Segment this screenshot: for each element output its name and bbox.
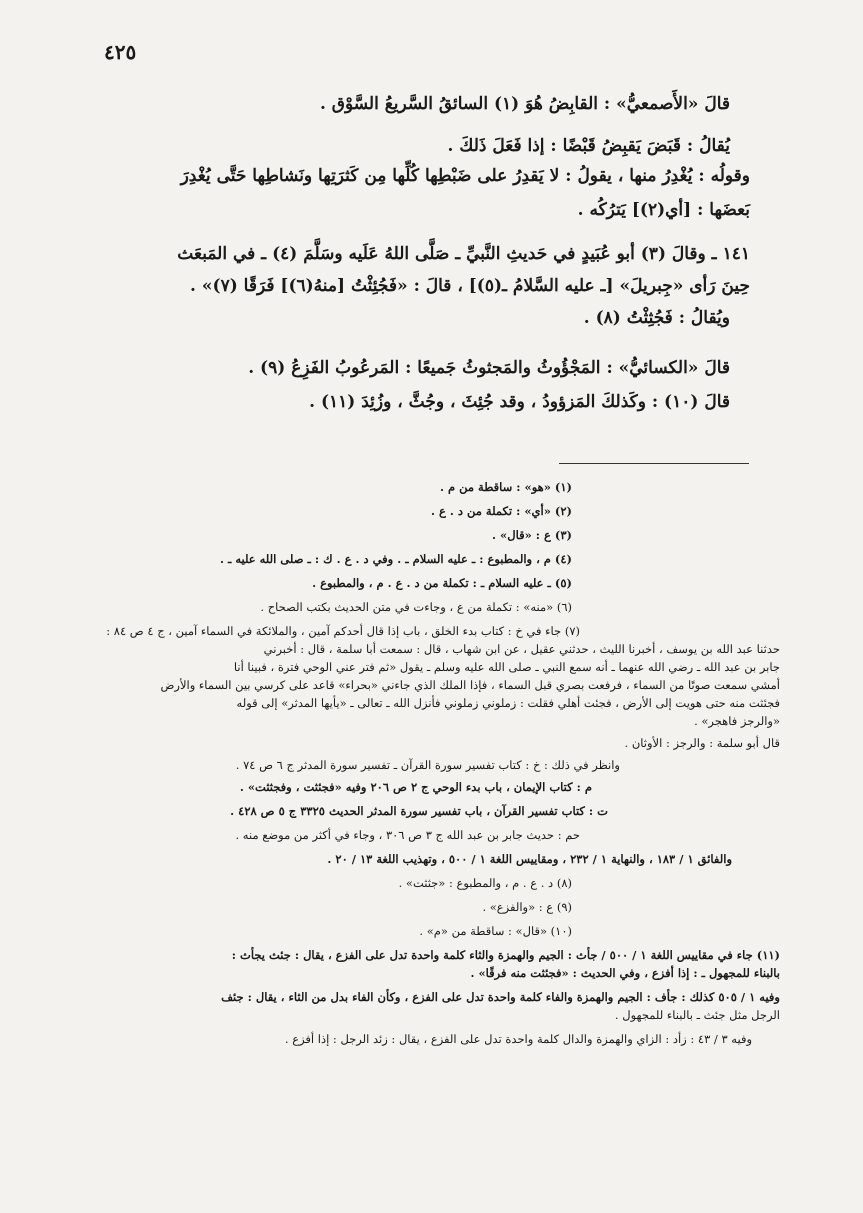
footnote-line: م : كتاب الإيمان ، باب بدء الوحي ج ٢ ص ٢٠٦ وفيه «فجئثت ، وفجثثت» . <box>239 780 592 794</box>
footnote-line: (٧) جاء في خ : كتاب بدء الخلق ، باب إذا قال أحدكم آمين ، والملائكة في السماء آمين ، ج ٤ ص ٨٤ : <box>106 624 580 638</box>
footnote-line: ت : كتاب تفسير القرآن ، باب تفسير سورة المدثر الحديث ٣٣٢٥ ج ٥ ص ٤٢٨ . <box>230 804 608 818</box>
footnote-line: قال أبو سلمة : والرجز : الأوثان . <box>624 736 780 750</box>
main-line: بَعضَها : [أي(٢)] يَترُكُه . <box>577 200 750 220</box>
main-line: ١٤١ ـ وقالَ (٣) أبو عُبَيدٍ في حَديثِ النَّبيِّ ـ صَلَّى اللهُ عَلَيه وسَلَّمَ (٤) ـ في المَبعَث <box>177 244 750 264</box>
page-number: ٤٢٥ <box>104 40 137 64</box>
footnote-line: بالبناء للمجهول ـ : إذا أفزع ، وفي الحديث : «فجئثت منه فرقًا» . <box>470 966 780 980</box>
main-line: قالَ «الأَصمعيُّ» : القابِضُ هُوَ (١) السائقُ السَّريعُ السَّوْق . <box>319 94 730 114</box>
footnote-line: (١٠) «قال» : ساقطة من «م» . <box>419 924 572 938</box>
footnote-line: حدثنا عبد الله بن يوسف ، أخبرنا الليث ، حدثني عقيل ، عن ابن شهاب ، قال : سمعت أبا سلمة ، قال : أخبرني <box>263 642 780 656</box>
main-line: قالَ (١٠) : وكَذلكَ المَزؤودُ ، وقد جُئِثَ ، وجُثَّ ، وزُئِدَ (١١) . <box>309 392 730 412</box>
footnote-line: (٣) ع : «قال» . <box>492 528 572 542</box>
main-line: يُقالُ : قَبَضَ يَقبِضُ قَبْضًا : إذا فَعَلَ ذَلكَ . <box>447 136 730 156</box>
footnote-line: (٨) د . ع . م ، والمطبوع : «جثثت» . <box>398 876 572 890</box>
footnote-line: والفائق ١ / ١٨٣ ، والنهاية ١ / ٢٣٢ ، ومقاييس اللغة ١ / ٥٠٠ ، وتهذيب اللغة ١٣ / ٢٠ . <box>327 852 732 866</box>
main-line: قالَ «الكسائيُّ» : المَجْؤُوثُ والمَجثوثُ جَميعًا : المَرعُوبُ الفَزِعُ (٩) . <box>248 358 730 378</box>
footnote-line: الرجل مثل جئث ـ بالبناء للمجهول . <box>614 1008 780 1022</box>
footnote-line: وفيه ١ / ٥٠٥ كذلك : جأف : الجيم والهمزة والفاء كلمة واحدة تدل على الفزع ، وكأن الفاء بدل من الثاء ، يقال : جئف <box>221 990 780 1004</box>
footnote-line: جابر بن عبد الله ـ رضي الله عنهما ـ أنه سمع النبي ـ صلى الله عليه وسلم ـ يقول «ثم فتر عني الوحي فترة ، فبينا أنا <box>233 660 780 674</box>
main-line: وقولُه : يُغْدِرُ منها ، يقولُ : لا يَقدِرُ على ضَبْطِها كُلِّها مِن كَثرَتِها ونَشاطِها حَتَّى يُغْدِرَ <box>180 166 750 186</box>
footnote-line: (٢) «أي» : تكملة من د . ع . <box>430 504 572 518</box>
main-line: حِينَ رَأى «جِبريلَ» [ـ عليه السَّلامُ ـ(٥)] ، قالَ : «فَجُئِثْتُ [منهُ(٦)] فَرَقًا (٧)» . <box>190 276 750 296</box>
footnote-line: أمشي سمعت صوتًا من السماء ، فرفعت بصري قبل السماء ، فإذا الملك الذي جاءني «بحراء» قاعد على كرسي بين السماء والأرض <box>160 678 780 692</box>
footnote-line: حم : حديث جابر بن عبد الله ج ٣ ص ٣٠٦ ، وجاء في أكثر من موضع منه . <box>235 828 580 842</box>
footnote-line: (٥) ـ عليه السلام ـ : تكملة من د . ع . م ، والمطبوع . <box>312 576 572 590</box>
footnote-line: (٤) م ، والمطبوع : ـ عليه السلام ـ . وفي د . ع . ك : ـ صلى الله عليه ـ . <box>219 552 572 566</box>
footnote-line: (١) «هو» : ساقطة من م . <box>439 480 572 494</box>
footnote-line: (١١) جاء في مقاييس اللغة ١ / ٥٠٠ / جأث : الجيم والهمزة والثاء كلمة واحدة تدل على الفزع ، يقال : جئث يجأث : <box>231 948 780 962</box>
footnote-line: وانظر في ذلك : خ : كتاب تفسير سورة القرآن ـ تفسير سورة المدثر ج ٦ ص ٧٤ . <box>235 758 620 772</box>
footnote-line: (٦) «منه» : تكملة من ع ، وجاءت في متن الحديث بكتب الصحاح . <box>260 600 572 614</box>
footnote-divider <box>559 463 749 464</box>
footnote-line: «والرجز فاهجر» . <box>694 714 780 728</box>
footnote-line: فجئثت منه حتى هويت إلى الأرض ، فجئت أهلي فقلت : زملوني زملوني فأنزل الله ـ تعالى ـ «يأيها المدثر» إلى قوله <box>236 696 780 710</box>
main-line: ويُقالُ : فَجُثِثْتُ (٨) . <box>583 308 730 328</box>
footnote-line: (٩) ع : «والفزع» . <box>482 900 572 914</box>
footnote-line: وفيه ٣ / ٤٣ : زأد : الزاي والهمزة والدال كلمة واحدة تدل على الفزع ، يقال : زئد الرجل : إذا أفزع . <box>284 1032 752 1046</box>
